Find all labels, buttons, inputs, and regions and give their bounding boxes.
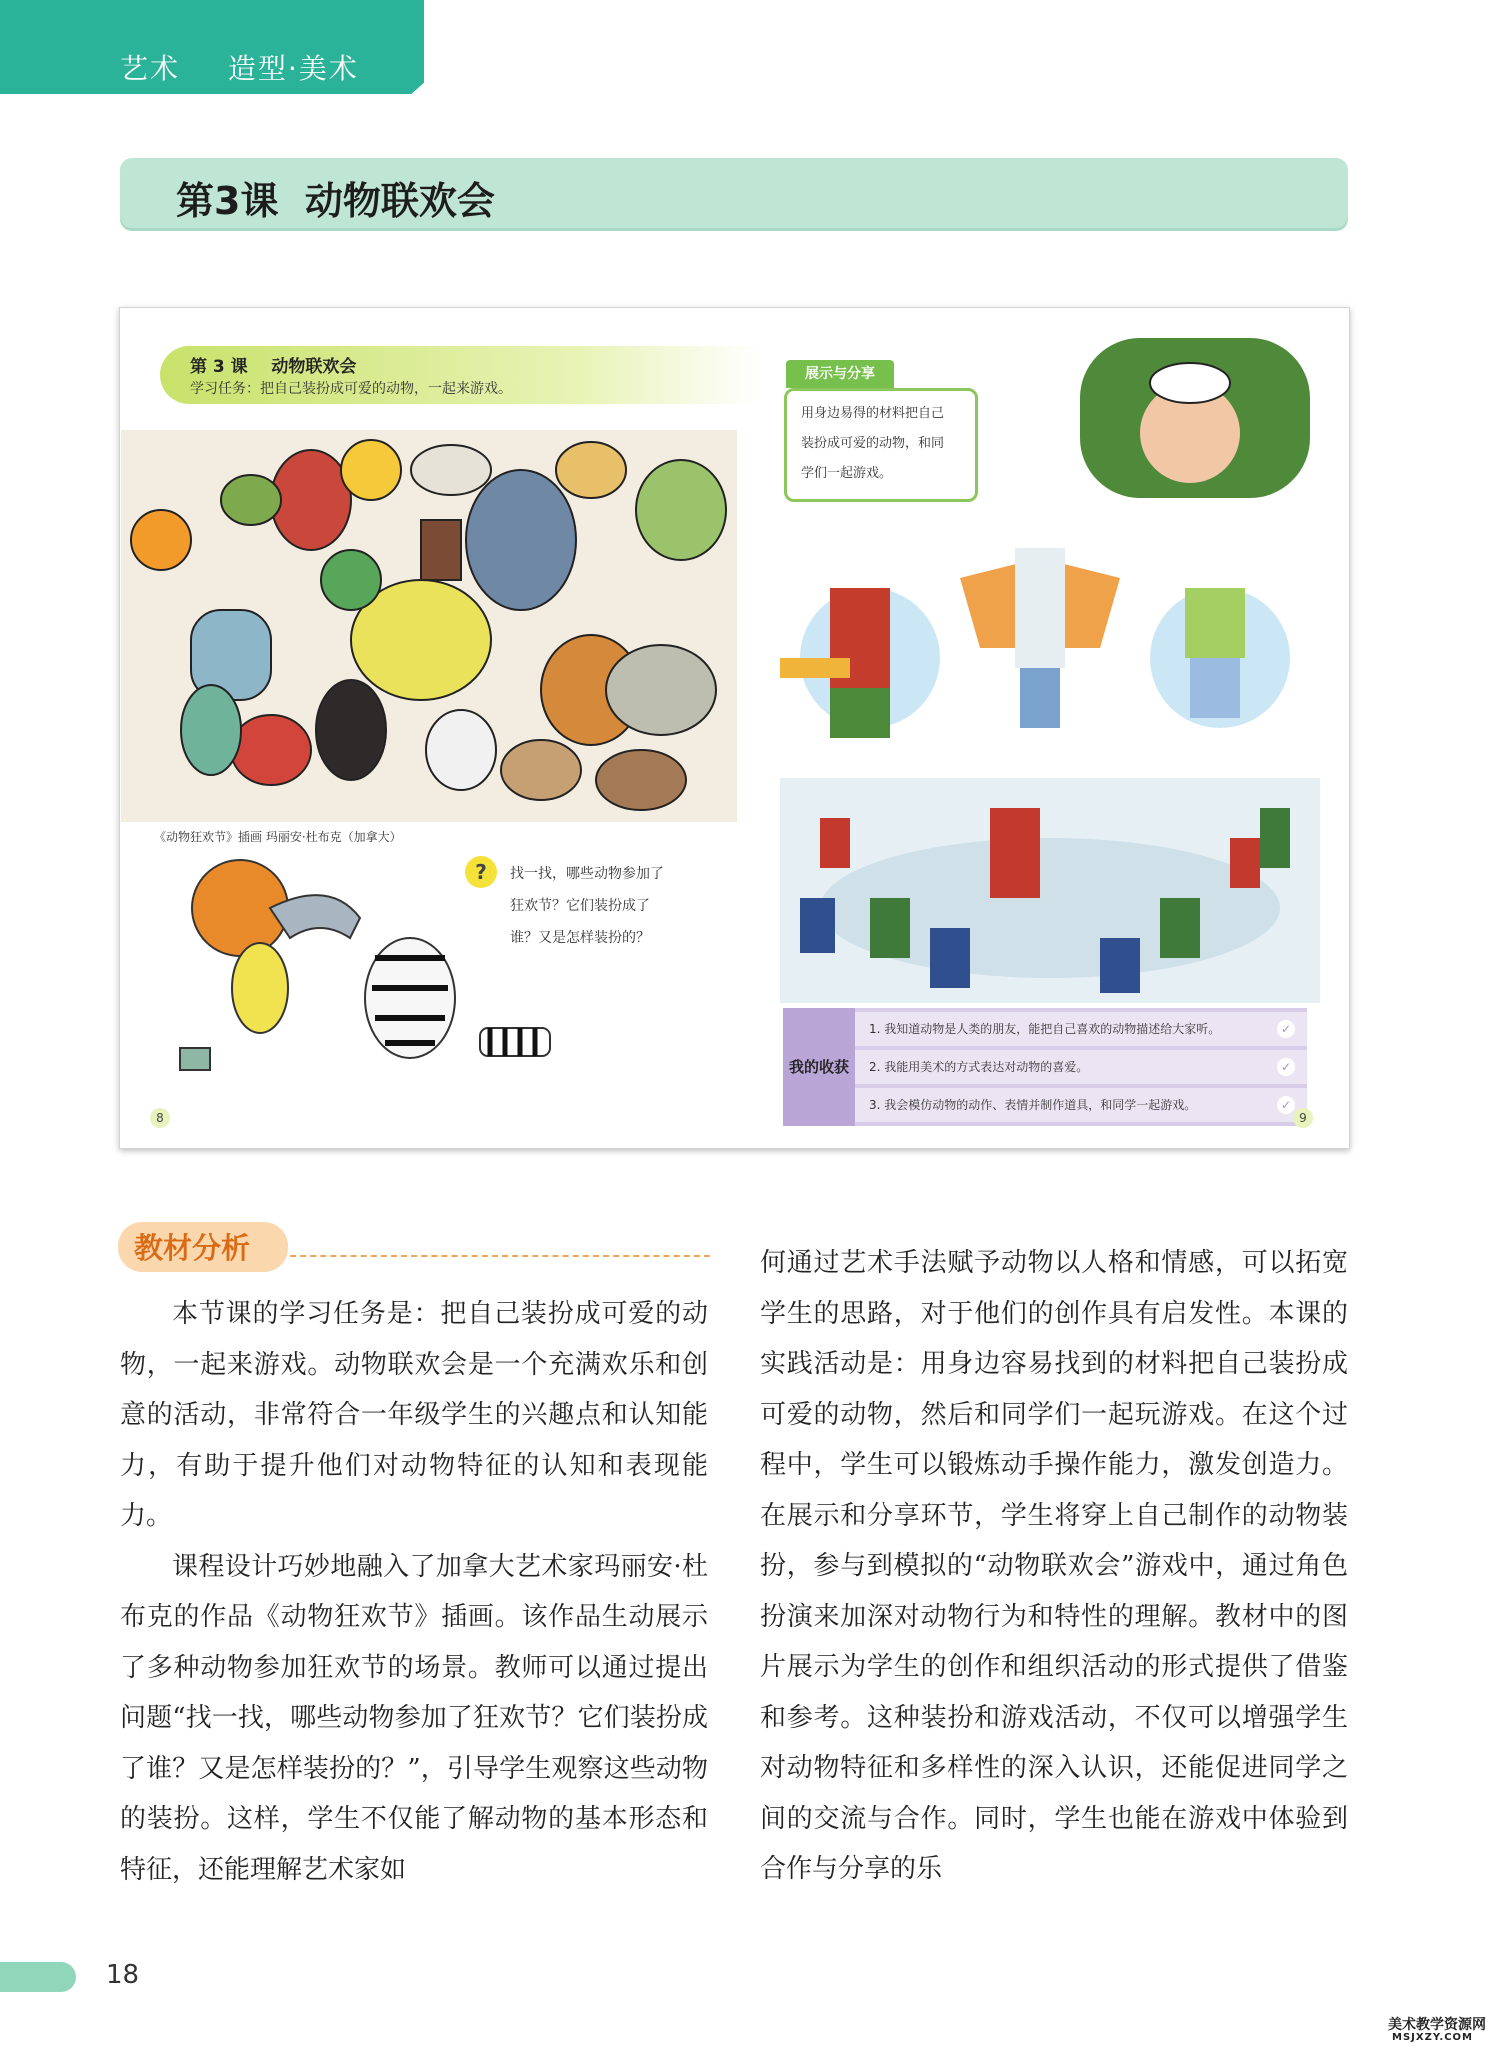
share-line-1: 用身边易得的材料把自己 xyxy=(801,406,945,421)
harvest-item-1-text: 1. 我知道动物是人类的朋友，能把自己喜欢的动物描述给大家听。 xyxy=(869,1022,1221,1036)
carnival-illustration xyxy=(121,430,737,822)
question-line-1: 找一找，哪些动物参加了 xyxy=(510,866,664,882)
spread-lesson-label: 第 3 课 动物联欢会 xyxy=(190,357,357,377)
page-number: 18 xyxy=(106,1960,140,1990)
carnival-illustration-art xyxy=(121,430,737,822)
costume-photos xyxy=(780,338,1320,1003)
analysis-paragraph-3: 何通过艺术手法赋予动物以人格和情感，可以拓宽学生的思路，对于他们的创作具有启发性。本课的实践活动是：用身边容易找到的材料把自己装扮成可爱的动物，然后和同学们一起玩游戏。在这个过程中，学生可以锻炼动手操作能力，激发创造力。在展示和分享环节，学生将穿上自己制作的动物装扮，参与到模拟的“动物联欢会”游戏中，通过角色扮演来加深对动物行为和特性的理解。教材中的图片展示为学生的创作和组织活动的形式提供了借鉴和参考。这种装扮和游戏活动，不仅可以增强学生对动物特征和多样性的深入认识，还能促进同学之间的交流与合作。同时，学生也能在游戏中体验到合作与分享的乐 xyxy=(760,1248,1348,1884)
harvest-label: 我的收获 xyxy=(783,1008,855,1126)
analysis-left-column xyxy=(120,1289,708,1895)
spread-task: 学习任务：把自己装扮成可爱的动物，一起来游戏。 xyxy=(190,381,512,397)
share-line-3: 学们一起游戏。 xyxy=(801,466,893,481)
header-subject xyxy=(120,47,359,87)
spread-right-page-number: 9 xyxy=(1293,1108,1313,1128)
harvest-panel xyxy=(783,1008,1307,1126)
spread-left-page-number: 8 xyxy=(150,1108,170,1128)
animal-costume-drawing xyxy=(160,848,560,1108)
watermark-url: MSJXZY.COM xyxy=(1392,2032,1474,2043)
textbook-spread-image xyxy=(119,307,1350,1149)
spread-lesson-banner xyxy=(160,346,760,404)
heading-dashed-divider xyxy=(290,1255,710,1257)
illustration-caption: 《动物狂欢节》插画 玛丽安·杜布克（加拿大） xyxy=(154,830,402,844)
share-line-2: 装扮成可爱的动物，和同 xyxy=(801,436,945,451)
lesson-title: 第3课 动物联欢会 xyxy=(176,179,495,223)
analysis-paragraph-1: 本节课的学习任务是：把自己装扮成可爱的动物，一起来游戏。动物联欢会是一个充满欢乐和创意的活动，非常符合一年级学生的兴趣点和认知能力，有助于提升他们对动物特征的认知和表现能力。 xyxy=(120,1299,708,1531)
question-icon: ? xyxy=(465,856,497,888)
harvest-item-1 xyxy=(855,1012,1307,1046)
question-line-2: 狂欢节？它们装扮成了 xyxy=(510,898,650,914)
harvest-item-3 xyxy=(855,1088,1307,1122)
watermark-text: 美术教学资源网 xyxy=(1388,2017,1486,2033)
harvest-item-3-text: 3. 我会模仿动物的动作、表情并制作道具，和同学一起游戏。 xyxy=(869,1098,1197,1112)
harvest-item-2 xyxy=(855,1050,1307,1084)
analysis-heading: 教材分析 xyxy=(134,1231,251,1265)
header-subject-label: 艺术 xyxy=(120,52,181,85)
footer-bar xyxy=(0,1962,76,1992)
check-icon: ✓ xyxy=(1277,1058,1295,1076)
share-label: 展示与分享 xyxy=(786,360,894,388)
harvest-item-2-text: 2. 我能用美术的方式表达对动物的喜爱。 xyxy=(869,1060,1089,1074)
analysis-paragraph-2: 课程设计巧妙地融入了加拿大艺术家玛丽安·杜布克的作品《动物狂欢节》插画。该作品生动展示了多种动物参加狂欢节的场景。教师可以通过提出问题“找一找，哪些动物参加了狂欢节？它们装扮成了谁？又是怎样装扮的？”，引导学生观察这些动物的装扮。这样，学生不仅能了解动物的基本形态和特征，还能理解艺术家如 xyxy=(120,1551,708,1885)
lesson-title-bar xyxy=(120,158,1348,228)
check-icon: ✓ xyxy=(1277,1096,1295,1114)
check-icon: ✓ xyxy=(1277,1020,1295,1038)
question-line-3: 谁？又是怎样装扮的？ xyxy=(510,930,650,946)
analysis-heading-badge xyxy=(118,1222,288,1272)
analysis-right-column xyxy=(760,1238,1348,1895)
header-category-label: 造型·美术 xyxy=(227,52,359,85)
